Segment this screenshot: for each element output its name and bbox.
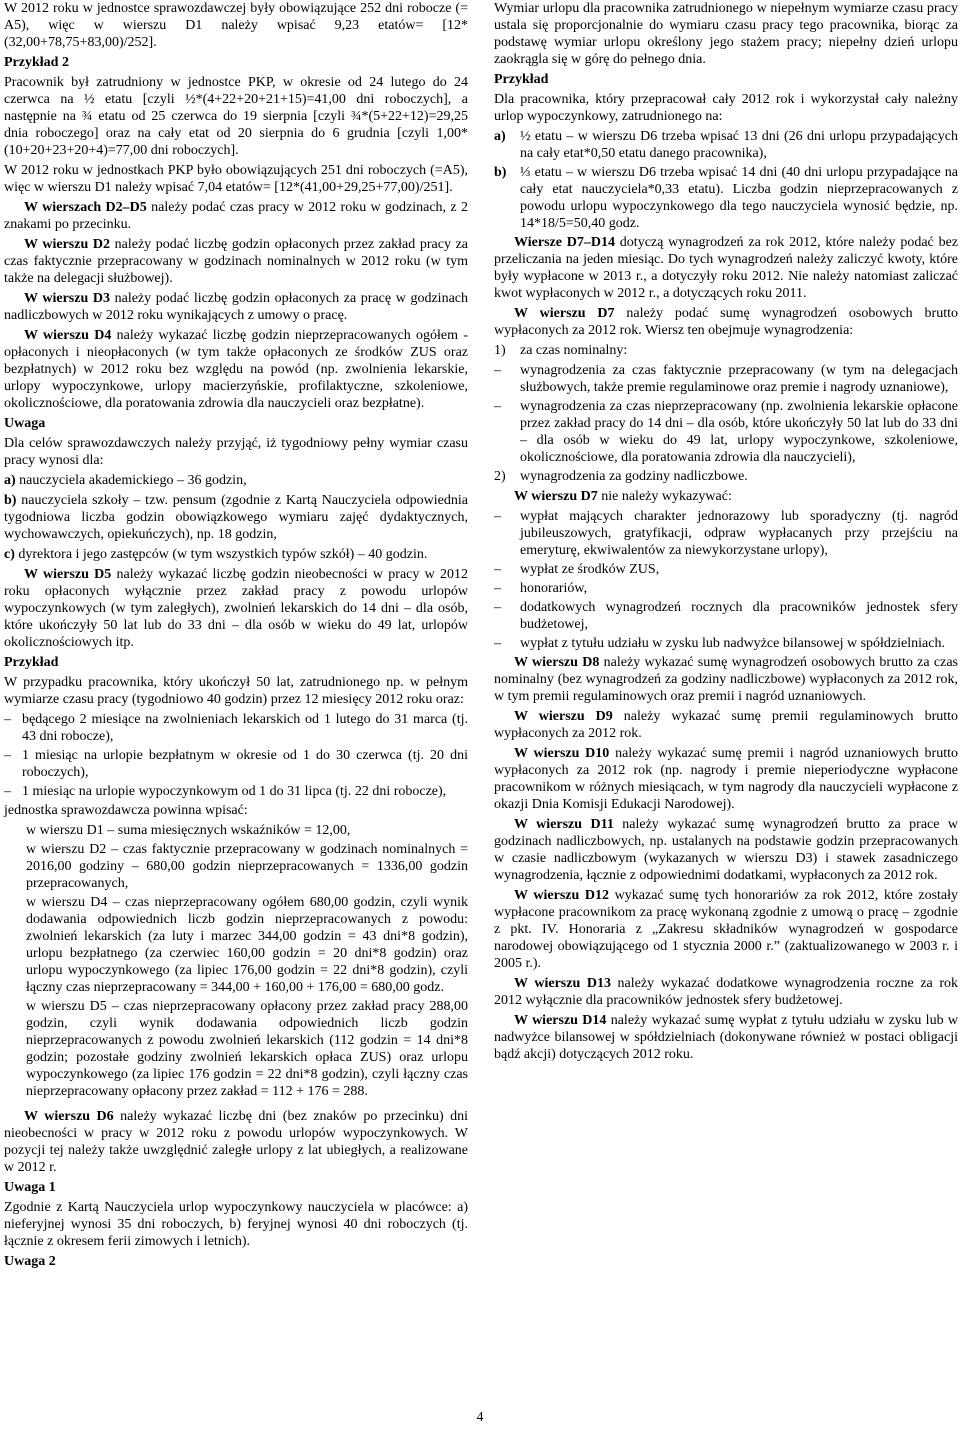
example-heading: Przykład bbox=[494, 72, 549, 87]
example-heading: Przykład bbox=[4, 655, 59, 670]
d2-paragraph: W wierszu D2 należy podać liczbę godzin opłaconych przez zakład pracy za czas faktycznie przepracowany w godzinach nominalnych w 2012 roku (w tym także na delegacji służbowej). bbox=[4, 237, 469, 286]
example-dash-item: – będącego 2 miesiące na zwolnieniach lekarskich od 1 lutego do 31 marca (tj. 43 dni robocze), bbox=[4, 711, 468, 745]
d2-d5-label: W wierszach D2‒D5 bbox=[24, 200, 147, 215]
d3-label: W wierszu D3 bbox=[24, 291, 110, 306]
note1-text: Zgodnie z Kartą Nauczyciela urlop wypoczynkowy nauczyciela w placówce: a) nieferyjnej wynosi 35 dni roboczych, b) feryjnej wynosi 40 dni roboczych (tj. łącznie z okresem ferii zimowych i letnich). bbox=[4, 1200, 468, 1249]
d7-exclusions-label: W wierszu D7 bbox=[514, 489, 598, 504]
d12-label: W wierszu D12 bbox=[514, 888, 610, 903]
note-item-c: c) dyrektora i jego zastępców (w tym wszystkich typów szkół) ‒ 40 godzin. bbox=[4, 547, 428, 562]
d7-item-1: 1) za czas nominalny: bbox=[494, 343, 628, 358]
d2-label: W wierszu D2 bbox=[24, 237, 110, 252]
d11-label: W wierszu D11 bbox=[514, 817, 614, 832]
example-item-a: a) ½ etatu – w wierszu D6 trzeba wpisać 13 dni (26 dni urlopu przypadających na cały etat*0,50 etatu danego pracownika), bbox=[494, 129, 958, 161]
d6-paragraph: W wierszu D6 należy wykazać liczbę dni (bez znaków po przecinku) dni nieobecności w pracy w 2012 roku z powodu urlopów wypoczynkowych. W pozycji tej należy także uwzględnić zaległe urlopy z lat ubiegłych, a realizowane w 2012 r. bbox=[4, 1109, 469, 1175]
example2-text: Pracownik był zatrudniony w jednostce PKP, w okresie od 24 lutego do 24 czerwca na ½ etatu [czyli ½*(4+22+20+21+15)=41,00 dni roboczych], a następnie na ¾ etatu od 25 czerwca do 19 sierpnia [czyli ¾*(5+22+12)=29,25 dnia roboczego] oraz na cały etat od 20 sierpnia do 6 grudnia [czyli 1,00*(10+20+23+20+4)=77,00 dni roboczych]. bbox=[4, 75, 468, 158]
exclusion-item: – honorariów, bbox=[494, 580, 958, 597]
note-item-a: a) nauczyciela akademickiego ‒ 36 godzin, bbox=[4, 473, 247, 488]
example-dash-item: – 1 miesiąc na urlopie wypoczynkowym od 1 do 31 lipca (tj. 22 dni robocze), bbox=[4, 783, 468, 800]
note2-heading: Uwaga 2 bbox=[4, 1254, 56, 1269]
d12-paragraph: W wierszu D12 wykazać sumę tych honorariów za rok 2012, które zostały wypłacone pracownikom za pracę wykonaną zgodnie z umową o pracę – zgodnie z pkt. IV. Honoraria z „Zakresu składników wynagrodzeń w gospodarce narodowej obowiązującego od 1 stycznia 2000 r.” (zaktualizowanego w 2003 r. i 2005 r.). bbox=[494, 888, 959, 971]
d7-item-2: 2) wynagrodzenia za godziny nadliczbowe. bbox=[494, 469, 748, 484]
exclusion-item: – wypłat mających charakter jednorazowy lub sporadyczny (tj. nagród jubileuszowych, gratyfikacji, odpraw wypłacanych przy przejściu na emeryturę, ekwiwalentów za niewykorzystane urlopy), bbox=[494, 508, 958, 559]
example-entry-d1: w wierszu D1 – suma miesięcznych wskaźników = 12,00, bbox=[26, 823, 351, 838]
d3-paragraph: W wierszu D3 należy podać liczbę godzin opłaconych za pracę w godzinach nadliczbowych w 2012 roku wynikających z umowy o pracę. bbox=[4, 291, 468, 323]
example-entry-d5: w wierszu D5 – czas nieprzepracowany opłacony przez zakład pracy 288,00 godzin, czyli wynik dodawania odpowiednich liczb godzin nieprzepracowanych z powodu zwolnień lekarskich (112 godzin = 14 dni*8 godzin; pozostałe godziny zwolnień lekarskich opłaca ZUS) oraz urlopu wypoczynkowego (za lipiec 176 godzin = 22 dni*8 godzin), czyli łączny czas nieprzepracowany opłacony przez zakład = 112 + 176 = 288. bbox=[26, 999, 468, 1099]
exclusion-item: – wypłat z tytułu udziału w zysku lub nadwyżce bilansowej w spółdzielniach. bbox=[494, 635, 958, 652]
d9-paragraph: W wierszu D9 należy wykazać sumę premii regulaminowych brutto wypłaconych za 2012 rok. bbox=[494, 709, 959, 741]
note-heading: Uwaga bbox=[4, 416, 46, 431]
example-entry-d2: w wierszu D2 – czas faktycznie przepracowany w godzinach nominalnych = 2016,00 godziny – 680,00 godzin nieprzepracowanych = 1336,00 godzin przepracowanych, bbox=[26, 842, 468, 891]
d7-label: W wierszu D7 bbox=[514, 306, 615, 321]
d5-label: W wierszu D5 bbox=[24, 567, 112, 582]
example-text: W przypadku pracownika, który ukończył 50 lat, zatrudnionego np. w pełnym wymiarze czasu pracy (tygodniowo 40 godzin) przez 12 miesięcy 2012 roku oraz: bbox=[4, 675, 468, 707]
d11-paragraph: W wierszu D11 należy wykazać sumę wynagrodzeń brutto za prace w godzinach nadliczbowych, np. ustalanych na podstawie godzin przepracowanych w czasie nadliczbowym (wykazanych w wierszu D3) i stawek zasadniczego wynagrodzenia, łącznie z odpowiednimi dodatkami, wypłaconych za 2012 rok. bbox=[494, 817, 958, 883]
d7-paragraph: W wierszu D7 należy podać sumę wynagrodzeń osobowych brutto wypłaconych za 2012 rok. Wiersz ten obejmuje wynagrodzenia: bbox=[494, 306, 958, 338]
d7-d14-label: Wiersze D7‒D14 bbox=[514, 235, 615, 250]
example-entries bbox=[4, 822, 468, 1100]
left-column bbox=[4, 0, 468, 1273]
example-dash-item: – 1 miesiąc na urlopie bezpłatnym w okresie od 1 do 30 czerwca (tj. 20 dni roboczych), bbox=[4, 747, 468, 781]
d14-label: W wierszu D14 bbox=[514, 1013, 607, 1028]
d7-dash-item: – wynagrodzenia za czas faktycznie przepracowany (w tym na delegacjach służbowych, także premie regulaminowe oraz premie i nagrody uznaniowe), bbox=[494, 362, 958, 396]
d7-d14-paragraph: Wiersze D7‒D14 dotyczą wynagrodzeń za rok 2012, które należy podać bez przeliczania na jeden miesiąc. Do tych wynagrodzeń należy zaliczyć kwoty, które były wypłacone w 2013 r., a dotyczyły roku 2012. Nie należy natomiast zaliczać kwot wypłaconych w 2012 r., a dotyczących roku 2011. bbox=[494, 235, 958, 301]
d9-label: W wierszu D9 bbox=[514, 709, 613, 724]
example-should-write: jednostka sprawozdawcza powinna wpisać: bbox=[4, 803, 248, 818]
d13-label: W wierszu D13 bbox=[514, 976, 611, 991]
example2-heading: Przykład 2 bbox=[4, 55, 69, 70]
part-time-paragraph: Wymiar urlopu dla pracownika zatrudnionego w niepełnym wymiarze czasu pracy ustala się proporcjonalnie do wymiaru czasu pracy tego pracownika, biorąc za podstawę wymiar urlopu określony jego stażem pracy; niepełny dzień urlopu zaokrągla się w górę do pełnego dnia. bbox=[494, 1, 958, 67]
right-column bbox=[494, 0, 958, 1066]
d4-label: W wierszu D4 bbox=[24, 328, 112, 343]
example-item-b: b) ⅓ etatu – w wierszu D6 trzeba wpisać 14 dni (40 dni urlopu przypadające na cały etat nauczyciela*0,33 etatu). Liczba godzin nieprzepracowanych z powodu urlopu wypoczynkowego dla tego nauczyciela wynosić będzie, np. 14*18/5=50,40 godz. bbox=[494, 165, 958, 231]
d7-exclusions-paragraph: W wierszu D7 nie należy wykazywać: bbox=[514, 489, 732, 504]
example-entry-d4: w wierszu D4 – czas nieprzepracowany ogółem 680,00 godzin, czyli wynik dodawania odpowiednich liczb godzin nieprzepracowanych z powodu: zwolnień lekarskich (za luty i marzec 344,00 godzin = 43 dni*8 godzin), urlopu bezpłatnego (za czerwiec 160,00 godzin = 20 dni*8 godzin) oraz urlopu wypoczynkowego (za lipiec 176,00 godzin = 22 dni*8 godzin), czyli łączny czas nieprzepracowany = 344,00 + 160,00 + 176,00 = 680,00 godz. bbox=[26, 895, 468, 995]
d14-paragraph: W wierszu D14 należy wykazać sumę wypłat z tytułu udziału w zysku lub w nadwyżce bilansowej w spółdzielniach (dokonywane również w postaci obligacji bądź akcji) dotyczących 2012 roku. bbox=[494, 1013, 959, 1062]
d8-paragraph: W wierszu D8 należy wykazać sumę wynagrodzeń osobowych brutto za czas nominalny (bez wynagrodzeń za godziny nadliczbowe) wypłaconych za 2012 rok, w tym premii regulaminowych oraz premii i nagród uznaniowych. bbox=[494, 655, 959, 704]
exclusion-item: – wypłat ze środków ZUS, bbox=[494, 561, 958, 578]
page-number: 4 bbox=[476, 1410, 484, 1425]
example-text: Dla pracownika, który przepracował cały 2012 rok i wykorzystał cały należny urlop wypoczynkowy, zatrudnionego na: bbox=[494, 92, 958, 124]
d2-d5-paragraph: W wierszach D2‒D5 należy podać czas pracy w 2012 roku w godzinach, z 2 znakami po przecinku. bbox=[4, 200, 468, 232]
d8-label: W wierszu D8 bbox=[514, 655, 600, 670]
note1-heading: Uwaga 1 bbox=[4, 1180, 56, 1195]
pkp-paragraph: W 2012 roku w jednostkach PKP było obowiązujących 251 dni roboczych (=A5), więc w wierszu D1 należy wpisać 7,04 etatów= [12*(41,00+29,25+77,00)/251]. bbox=[4, 163, 468, 195]
intro-paragraph: W 2012 roku w jednostce sprawozdawczej były obowiązujące 252 dni robocze (= A5), więc w wierszu D1 należy wpisać 9,23 etatów= [12*(32,00+78,75+83,00)/252]. bbox=[4, 1, 468, 50]
d4-paragraph: W wierszu D4 należy wykazać liczbę godzin nieprzepracowanych ogółem - opłaconych i nieopłaconych (w tym także opłaconych ze środków ZUS oraz bezpłatnych) w 2012 roku bez względu na powód (np. zwolnienia lekarskie, urlopy wypoczynkowe, urlopy macierzyńskie, profilaktyczne, szkoleniowe, okolicznościowe, dla poratowania zdrowia dla nauczycieli oraz bezpłatne). bbox=[4, 328, 469, 411]
exclusion-item: – dodatkowych wynagrodzeń rocznych dla pracowników jednostek sfery budżetowej, bbox=[494, 599, 958, 633]
d5-paragraph: W wierszu D5 należy wykazać liczbę godzin nieobecności w pracy w 2012 roku opłaconych wyłącznie przez zakład pracy z powodu urlopów wypoczynkowych (w tym zaległych), zwolnień lekarskich do 14 dni ‒ dla osób, które ukończyły 50 lat lub do 33 dni ‒ dla osób w wieku do 49 lat, urlopów okolicznościowych itp. bbox=[4, 567, 469, 650]
d7-dash-item: – wynagrodzenia za czas nieprzepracowany (np. zwolnienia lekarskie opłacone przez zakład pracy do 14 dni – dla osób, które ukończyły 50 lat lub do 33 dni – dla osób w wieku do 49 lat, urlopy wypoczynkowe, szkoleniowe, okolicznościowe, dla poratowania zdrowia dla nauczycieli), bbox=[494, 398, 958, 466]
d6-label: W wierszu D6 bbox=[24, 1109, 114, 1124]
d13-paragraph: W wierszu D13 należy wykazać dodatkowe wynagrodzenia roczne za rok 2012 wyłącznie dla pracowników jednostek sfery budżetowej. bbox=[494, 976, 959, 1008]
note-item-b: b) nauczyciela szkoły ‒ tzw. pensum (zgodnie z Kartą Nauczyciela odpowiednia tygodniowa liczba godzin obowiązkowego wymiaru zajęć dydaktycznych, wychowawczych, opiekuńczych), np. 18 godzin, bbox=[4, 493, 468, 542]
note-text: Dla celów sprawozdawczych należy przyjąć, iż tygodniowy pełny wymiar czasu pracy wynosi dla: bbox=[4, 436, 468, 468]
d10-label: W wierszu D10 bbox=[514, 746, 610, 761]
d10-paragraph: W wierszu D10 należy wykazać sumę premii i nagród uznaniowych brutto wypłaconych za 2012 rok (np. nagrody i premie nieperiodyczne wypłacone pracownikom w różnych miesiącach, w tym nagrody dla nauczycieli wypłacone z okazji Dnia Komisji Edukacji Narodowej). bbox=[494, 746, 958, 812]
